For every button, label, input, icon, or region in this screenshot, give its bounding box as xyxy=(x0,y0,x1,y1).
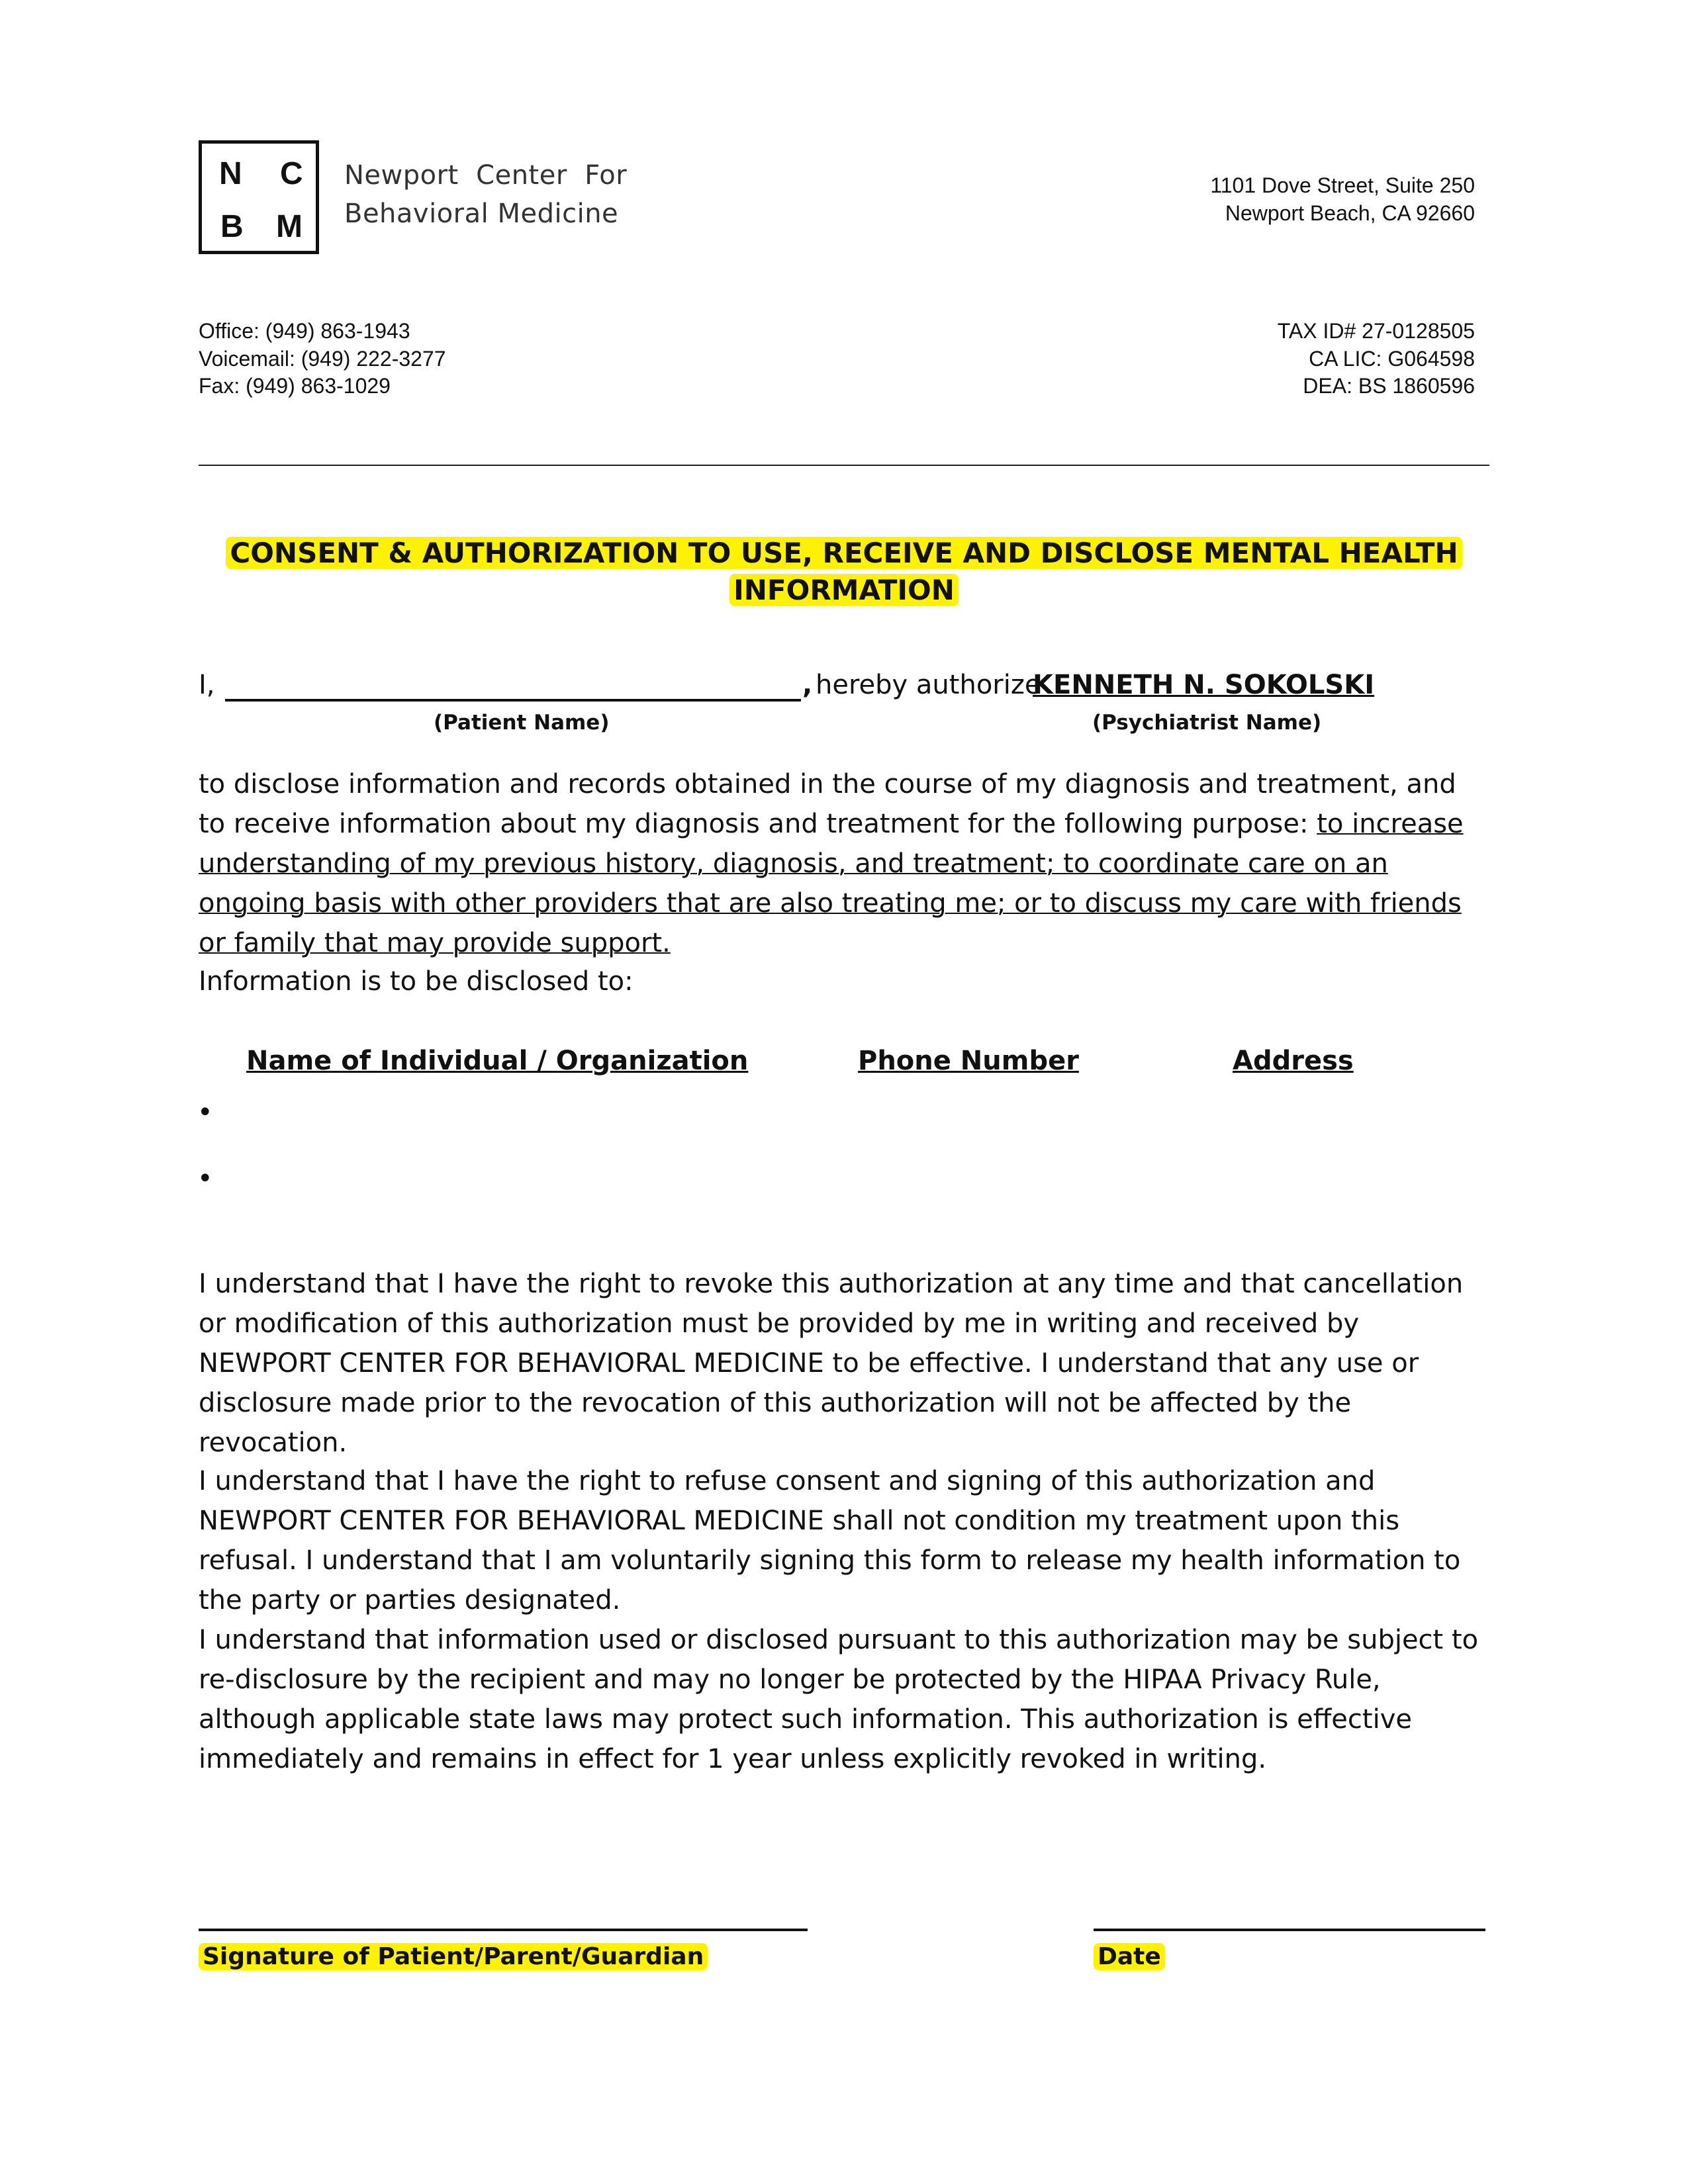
office-phone: Office: (949) 863-1943 xyxy=(199,319,410,343)
authorization-line xyxy=(199,670,1489,709)
patient-name-caption: (Patient Name) xyxy=(434,711,610,735)
signature-field[interactable] xyxy=(199,1929,808,1931)
tax-id: TAX ID# 27-0128505 xyxy=(1277,319,1475,343)
org-name-line1: Newport Center For xyxy=(344,160,628,191)
column-header-name: Name of Individual / Organization xyxy=(246,1046,749,1076)
psychiatrist-name: KENNETH N. SOKOLSKI xyxy=(1033,670,1375,700)
ca-license: CA LIC: G064598 xyxy=(1309,347,1475,371)
header-divider xyxy=(199,465,1489,466)
date-label-text: Date xyxy=(1094,1943,1165,1970)
purpose-intro: to disclose information and records obtained in the course of my diagnosis and treatment, and to receive information about my diagnosis and treatment for the following purpose: xyxy=(199,769,1456,839)
title-line1: CONSENT & AUTHORIZATION TO USE, RECEIVE AND DISCLOSE MENTAL HEALTH xyxy=(226,537,1462,569)
refusal-paragraph: I understand that I have the right to refuse consent and signing of this authorization and NEWPORT CENTER FOR BEHAVIORAL MEDICINE shall not condition my treatment upon this refusal. I understand that I am voluntarily signing this form to release my health information to the party or parties designated. xyxy=(199,1466,1461,1615)
authorization-prefix: I, xyxy=(199,670,215,700)
redisclosure-paragraph: I understand that information used or disclosed pursuant to this authorization may be subject to re-disclosure by the recipient and may no longer be protected by the HIPAA Privacy Rule, although applicable state laws may protect such information. This authorization is effective immediately and remains in effect for 1 year unless explicitly revoked in writing. xyxy=(199,1625,1479,1774)
page-title xyxy=(199,535,1489,609)
logo-letter-c: C xyxy=(280,156,303,191)
recipient-entry-2[interactable]: • xyxy=(197,1163,213,1194)
address-line2: Newport Beach, CA 92660 xyxy=(1225,201,1475,225)
patient-name-field[interactable] xyxy=(225,699,801,702)
column-header-phone: Phone Number xyxy=(858,1046,1079,1076)
date-label xyxy=(1094,1943,1165,1970)
disclosed-to-label: Information is to be disclosed to: xyxy=(199,966,633,997)
psychiatrist-name-caption: (Psychiatrist Name) xyxy=(1092,711,1322,735)
recipient-entry-1[interactable]: • xyxy=(197,1097,213,1128)
org-name-line2: Behavioral Medicine xyxy=(344,199,619,229)
purpose-statement: to increase understanding of my previous history, diagnosis, and treatment; to coordinate care on an ongoing basis with other providers that are also treating me; or to discuss my care with friends or family that may provide support. xyxy=(199,809,1464,958)
dea-number: DEA: BS 1860596 xyxy=(1303,374,1475,398)
logo-letter-n: N xyxy=(219,156,242,191)
logo-letter-b: B xyxy=(220,209,244,244)
signature-label xyxy=(199,1943,708,1970)
revocation-paragraph: I understand that I have the right to revoke this authorization at any time and that cancellation or modification of this authorization must be provided by me in writing and received by NEWPORT CENTER FOR BEHAVIORAL MEDICINE to be effective. I understand that any use or disclosure made prior to the revocation of this authorization will not be affected by the revocation. xyxy=(199,1269,1464,1458)
date-field[interactable] xyxy=(1094,1929,1485,1931)
logo xyxy=(199,140,319,254)
logo-letter-m: M xyxy=(276,209,303,244)
authorization-hereby: hereby authorize xyxy=(816,670,1041,700)
purpose-paragraph xyxy=(199,764,1489,963)
column-header-address: Address xyxy=(1233,1046,1354,1076)
title-line2: INFORMATION xyxy=(729,574,959,606)
signature-label-text: Signature of Patient/Parent/Guardian xyxy=(199,1943,708,1970)
address-line1: 1101 Dove Street, Suite 250 xyxy=(1210,173,1475,197)
fax-number: Fax: (949) 863-1029 xyxy=(199,374,391,398)
voicemail-phone: Voicemail: (949) 222-3277 xyxy=(199,347,446,371)
authorization-comma: , xyxy=(802,670,813,700)
